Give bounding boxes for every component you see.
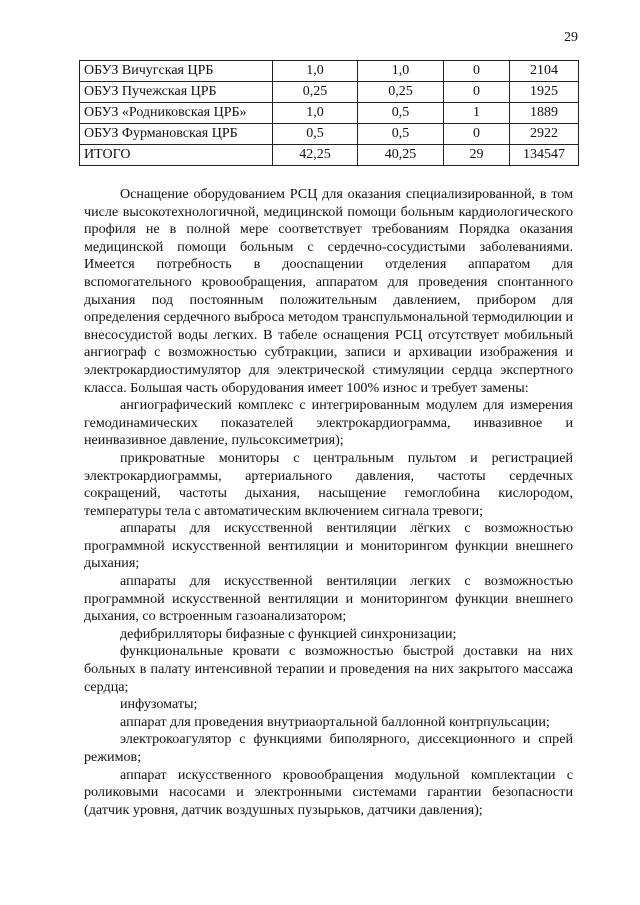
list-item: аппараты для искусственной вентиляции лёгких с возможностью программной искусственной вентиляции и мониторингом функции внешнего дыхания; xyxy=(84,520,573,572)
table-cell-value: 1,0 xyxy=(273,61,358,82)
table-cell-value: 29 xyxy=(444,145,510,166)
table-cell-value: 2922 xyxy=(510,124,579,145)
table-row xyxy=(80,145,579,166)
table-row xyxy=(80,61,579,82)
list-item: прикроватные мониторы с центральным пультом и регистрацией электрокардиограммы, артериального давления, частоты сердечных сокращений, частоты дыхания, насыщение гемоглобина кислородом, температуры тела с автоматическим включением сигнала тревоги; xyxy=(84,449,573,519)
table-row xyxy=(80,124,579,145)
list-item: аппарат для проведения внутриаортальной баллонной контрпульсации; xyxy=(120,713,550,730)
table-cell-value: 0,5 xyxy=(273,124,358,145)
data-table xyxy=(79,60,579,166)
table-cell-value: 0,25 xyxy=(273,82,358,103)
table-cell-value: 134547 xyxy=(510,145,579,166)
table-cell-value: 0 xyxy=(444,82,510,103)
table-cell-value: 0,5 xyxy=(358,124,444,145)
table-cell-value: 0 xyxy=(444,124,510,145)
table-cell-value: 1,0 xyxy=(273,103,358,124)
list-item: функциональные кровати с возможностью быстрой доставки на них больных в палату интенсивной терапии и проведения на них закрытого массажа сердца; xyxy=(84,643,573,695)
list-item: аппараты для искусственной вентиляции легких с возможностью программной искусственной вентиляции и мониторингом функции внешнего дыхания, со встроенным газоанализатором; xyxy=(84,573,573,625)
table-cell-value: 1,0 xyxy=(358,61,444,82)
table-cell-name: ОБУЗ «Родниковская ЦРБ» xyxy=(80,103,273,124)
table-cell-name: ОБУЗ Фурмановская ЦРБ xyxy=(80,124,273,145)
body-text xyxy=(84,186,573,819)
list-item: инфузоматы; xyxy=(120,696,198,713)
list-item: дефибрилляторы бифазные с функцией синхронизации; xyxy=(120,625,457,642)
table-cell-name: ИТОГО xyxy=(80,145,273,166)
table-cell-value: 1925 xyxy=(510,82,579,103)
table-cell-value: 0,25 xyxy=(358,82,444,103)
table-cell-value: 2104 xyxy=(510,61,579,82)
list-item: электрокоагулятор с функциями биполярного, диссекционного и спрей режимов; xyxy=(84,731,573,765)
page-number: 29 xyxy=(564,30,578,45)
list-item: ангиографический комплекс с интегрированным модулем для измерения гемодинамических показателей электрокардиограмма, инвазивное и неинвазивное давление, пульсоксиметрия); xyxy=(84,397,573,449)
table-cell-name: ОБУЗ Вичугская ЦРБ xyxy=(80,61,273,82)
intro-paragraph: Оснащение оборудованием РСЦ для оказания специализированной, в том числе высокотехнологичной, медицинской помощи больным кардиологического профиля не в полной мере соответствует требованиям Порядка оказания медицинской помощи больным с сердечно-сосудистыми заболеваниями. Имеется потребность в доосnащении отделения аппаратом для вспомогательного кровообращения, аппаратом для проведения спонтанного дыхания под постоянным положительным давлением, прибором для определения сердечного выброса методом транспульмональной термодилюции и внесосудистой воды легких. В табеле оснащения РСЦ отсутствует мобильный ангиограф с возможностью субтракции, записи и архивации изображения и электрокардиостимулятор для электрической стимуляции сердца экспертного класса. Большая часть оборудования имеет 100% износ и требует замены: xyxy=(84,186,573,396)
table-cell-value: 1889 xyxy=(510,103,579,124)
table-cell-name: ОБУЗ Пучежская ЦРБ xyxy=(80,82,273,103)
table-cell-value: 42,25 xyxy=(273,145,358,166)
table-cell-value: 40,25 xyxy=(358,145,444,166)
list-item: аппарат искусственного кровообращения модульной комплектации с роликовыми насосами и электронными системами гарантии безопасности (датчик уровня, датчик воздушных пузырьков, датчики давления); xyxy=(84,766,573,818)
table-row xyxy=(80,103,579,124)
table-cell-value: 0 xyxy=(444,61,510,82)
table-row xyxy=(80,82,579,103)
table-cell-value: 0,5 xyxy=(358,103,444,124)
table-cell-value: 1 xyxy=(444,103,510,124)
